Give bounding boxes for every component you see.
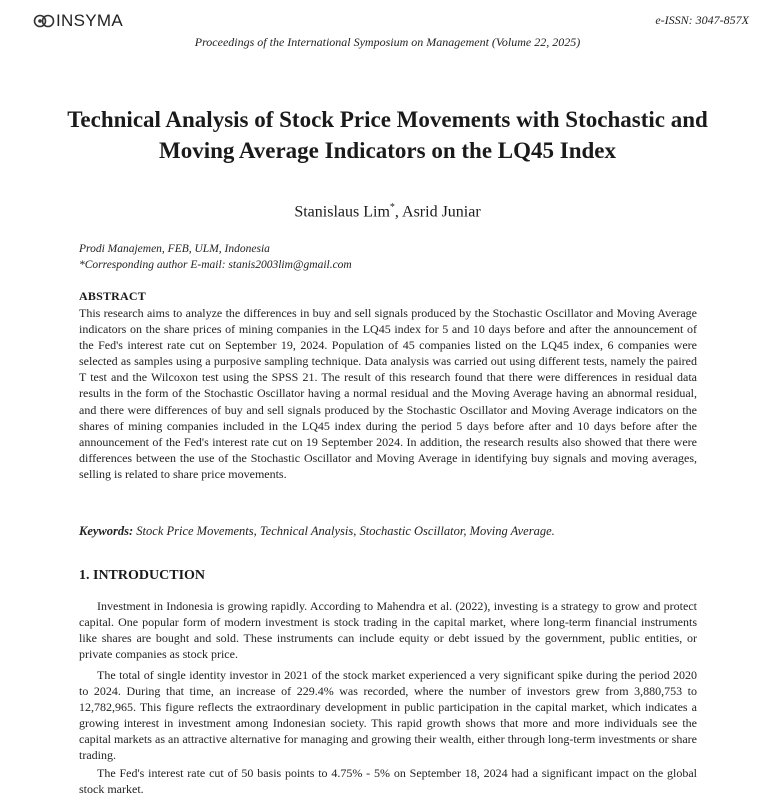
issn-label: e-ISSN: 3047-857X	[655, 13, 749, 27]
intro-paragraph-1-text: Investment in Indonesia is growing rapidly. According to Mahendra et al. (2022), investing is a strategy to grow and protect capital. One popular form of modern investment is stock trading in the capital market, where long-term financial instruments like shares are bought and sold. These instruments can include equity or debt issued by the government, public entities, or private companies as stock price.	[79, 599, 697, 662]
introduction-heading: 1. INTRODUCTION	[79, 568, 206, 583]
affiliation: Prodi Manajemen, FEB, ULM, Indonesia	[79, 243, 270, 255]
corresponding-mark: *	[389, 202, 395, 213]
logo-text: INSYMA	[56, 11, 123, 30]
corresponding-author: *Corresponding author E-mail: stanis2003lim@gmail.com	[79, 259, 352, 271]
logo-mark-icon	[33, 13, 55, 29]
keywords-text: Stock Price Movements, Technical Analysis, Stochastic Oscillator, Moving Average.	[133, 524, 555, 538]
intro-paragraph-3-text: The Fed's interest rate cut of 50 basis points to 4.75% - 5% on September 18, 2024 had a significant impact on the global stock market.	[79, 766, 697, 797]
keywords-line	[79, 524, 699, 539]
intro-paragraph-3	[79, 765, 697, 797]
abstract-heading: ABSTRACT	[79, 289, 146, 303]
author-2: Asrid Juniar	[402, 203, 481, 221]
paper-title: Technical Analysis of Stock Price Movements with Stochastic and Moving Average Indicators on the LQ45 Index	[67, 107, 708, 163]
intro-paragraph-1	[79, 598, 697, 662]
keywords-label: Keywords:	[79, 524, 134, 538]
intro-paragraph-2	[79, 667, 697, 764]
author-line	[0, 202, 775, 221]
journal-logo	[33, 10, 123, 32]
affiliation-block	[79, 241, 352, 273]
proceedings-line: Proceedings of the International Symposium on Management (Volume 22, 2025)	[194, 35, 581, 49]
author-1: Stanislaus Lim	[294, 203, 390, 221]
intro-paragraph-2-text: The total of single identity investor in 2021 of the stock market experienced a very significant spike during the period 2020 to 2024. During that time, an increase of 229.4% was recorded, where the number of investors grew from 3,880,753 to 12,782,965. This figure reflects the extraordinary development in public participation in the capital market, which indicates a growing interest in investment among Indonesian society. This rapid growth shows that more and more individuals see the capital markets as an attractive alternative for managing and growing their wealth, either through long-term investments or share trading.	[79, 668, 697, 763]
author-separator: ,	[394, 203, 403, 221]
abstract-text: This research aims to analyze the differences in buy and sell signals produced by the Stochastic Oscillator and Moving Average indicators on the share prices of mining companies in the LQ45 index for 5 and 10 days before and after the announcement of the Fed's interest rate cut on September 19, 2024. Population of 45 companies listed on the LQ45 index, 6 companies were selected as samples using a purposive sampling technique. Data analysis was carried out using different tests, namely the paired T test and the Wilcoxon test using the SPSS 21. The result of this research found that there were differences in residual data results in the form of the Stochastic Oscillator having a normal residual and the Moving Average having an abnormal residual, and there were differences of buy and sell signals produced by the Stochastic Oscillator and Moving Average indicators on the shares of mining companies included in the LQ45 index during the period 5 days before after and 10 days before after the announcement of the Fed's interest rate cut on 19 September 2024. In addition, the research results also showed that there were differences between the use of the Stochastic Oscillator and Moving Average in identifying buy signals and moving averages, selling is related to share price movements.	[79, 306, 697, 481]
